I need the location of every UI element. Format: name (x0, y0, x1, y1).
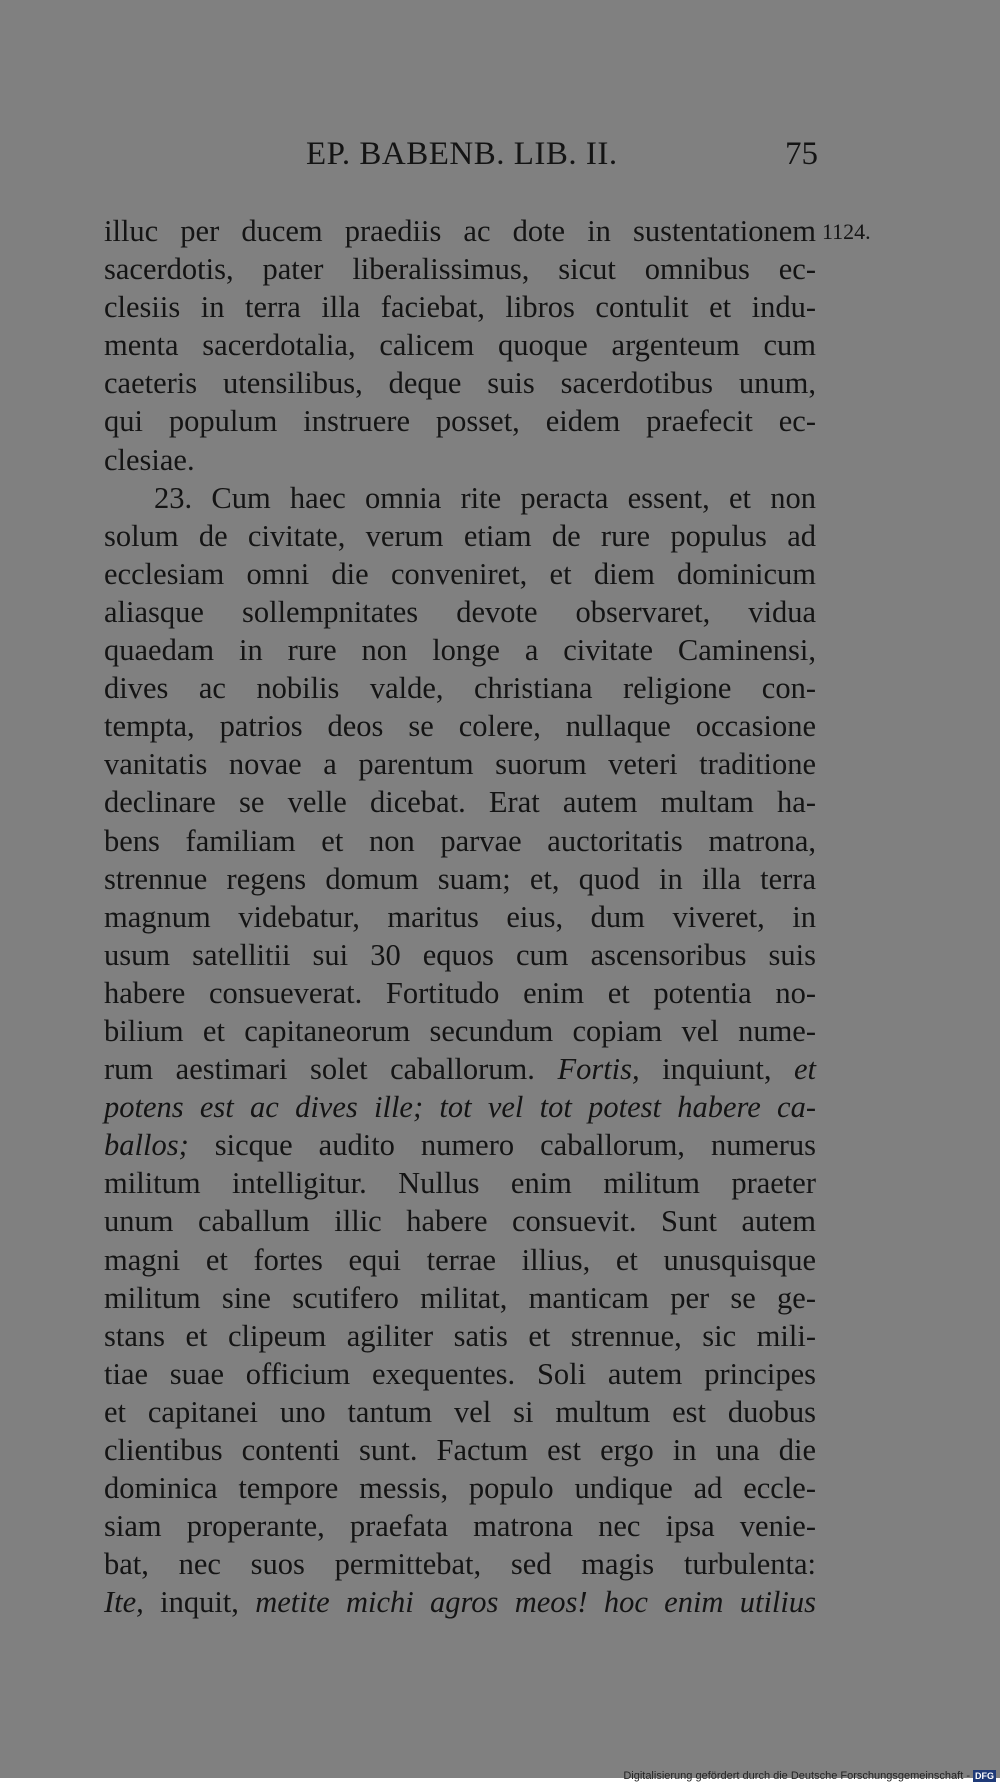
italic-segment: et (794, 1052, 817, 1087)
dfg-logo-icon: DFG (975, 1771, 994, 1782)
italic-segment: Ite, (104, 1585, 144, 1620)
text-line-22: bilium et capitaneorum secundum copiam vel nume- (104, 1013, 816, 1048)
paragraph-23-first-line: 23. Cum haec omnia rite peracta essent, et non (154, 480, 816, 515)
text-line-12: quaedam in rure non longe a civitate Caminensi, (104, 633, 816, 668)
text-line-33: clientibus contenti sunt. Factum est ergo in una die (104, 1433, 816, 1467)
text-line-26: militum intelligitur. Nullus enim militum praeter (104, 1166, 816, 1201)
italic-segment: Fortis, (557, 1052, 640, 1087)
text-segment: inquiunt, (662, 1052, 772, 1087)
text-line-16: declinare se velle dicebat. Erat autem multam ha- (104, 785, 816, 820)
text-line-19: magnum videbatur, maritus eius, dum viveret, in (104, 899, 816, 934)
running-title: EP. BABENB. LIB. II. (306, 136, 618, 172)
italic-segment: ballos; (104, 1128, 189, 1163)
text-line-21: habere consueverat. Fortitudo enim et potentia no- (104, 975, 816, 1010)
text-line-35: siam properante, praefata matrona nec ipsa venie- (104, 1509, 816, 1544)
text-line-14: tempta, patrios deos se colere, nullaque occasione (104, 709, 816, 744)
text-segment: inquit, (160, 1585, 239, 1620)
text-line-7: clesiae. (104, 442, 195, 477)
text-line-27: unum caballum illic habere consuevit. Sunt autem (104, 1204, 816, 1239)
text-line-20: usum satellitii sui 30 equos cum ascensoribus suis (104, 937, 816, 972)
margin-year-note: 1124. (822, 219, 871, 244)
text-line-3: clesiis in terra illa faciebat, libros contulit et indu- (104, 290, 816, 325)
text-line-30: stans et clipeum agiliter satis et strennue, sic mili- (104, 1318, 816, 1353)
text-line-5: caeteris utensilibus, deque suis sacerdotibus unum, (104, 366, 816, 401)
text-line-10: ecclesiam omni die conveniret, et diem dominicum (104, 556, 816, 591)
page-number: 75 (785, 136, 818, 172)
text-line-18: strennue regens domum suam; et, quod in illa terra (104, 861, 816, 896)
text-line-23 (104, 1050, 816, 1088)
text-line-9: solum de civitate, verum etiam de rure populus ad (104, 518, 816, 553)
text-line-37 (104, 1583, 816, 1621)
footer-text: Digitalisierung gefördert durch die Deutsche Forschungsgemeinschaft - (623, 1770, 970, 1782)
text-line-15: vanitatis novae a parentum suorum veteri traditione (104, 747, 816, 782)
text-line-4: menta sacerdotalia, calicem quoque argenteum cum (104, 328, 816, 363)
italic-quote-line: potens est ac dives ille; tot vel tot potest habere ca- (104, 1090, 816, 1125)
text-segment: rum aestimari solet caballorum. (104, 1052, 535, 1087)
text-line-34: dominica tempore messis, populo undique ad eccle- (104, 1471, 816, 1506)
text-line-1: illuc per ducem praediis ac dote in sustentationem (104, 214, 816, 248)
running-head (106, 136, 818, 180)
digitization-footer (623, 1770, 996, 1782)
text-line-25 (104, 1126, 816, 1164)
text-line-6: qui populum instruere posset, eidem praefecit ec- (104, 404, 816, 439)
text-segment: sicque audito numero caballorum, numerus (214, 1128, 816, 1163)
text-line-17: bens familiam et non parvae auctoritatis matrona, (104, 823, 816, 858)
body-text (104, 212, 816, 1621)
text-line-2: sacerdotis, pater liberalissimus, sicut omnibus ec- (104, 252, 816, 287)
text-line-31: tiae suae officium exequentes. Soli autem principes (104, 1356, 816, 1391)
text-line-13: dives ac nobilis valde, christiana religione con- (104, 671, 816, 706)
text-line-28: magni et fortes equi terrae illius, et unusquisque (104, 1242, 816, 1277)
text-line-32: et capitanei uno tantum vel si multum est duobus (104, 1394, 816, 1429)
text-line-29: militum sine scutifero militat, manticam per se ge- (104, 1280, 816, 1315)
text-line-36: bat, nec suos permittebat, sed magis turbulenta: (104, 1547, 816, 1582)
text-line-11: aliasque sollempnitates devote observaret, vidua (104, 594, 816, 629)
italic-segment: metite michi agros meos! hoc enim utilius (255, 1585, 817, 1620)
